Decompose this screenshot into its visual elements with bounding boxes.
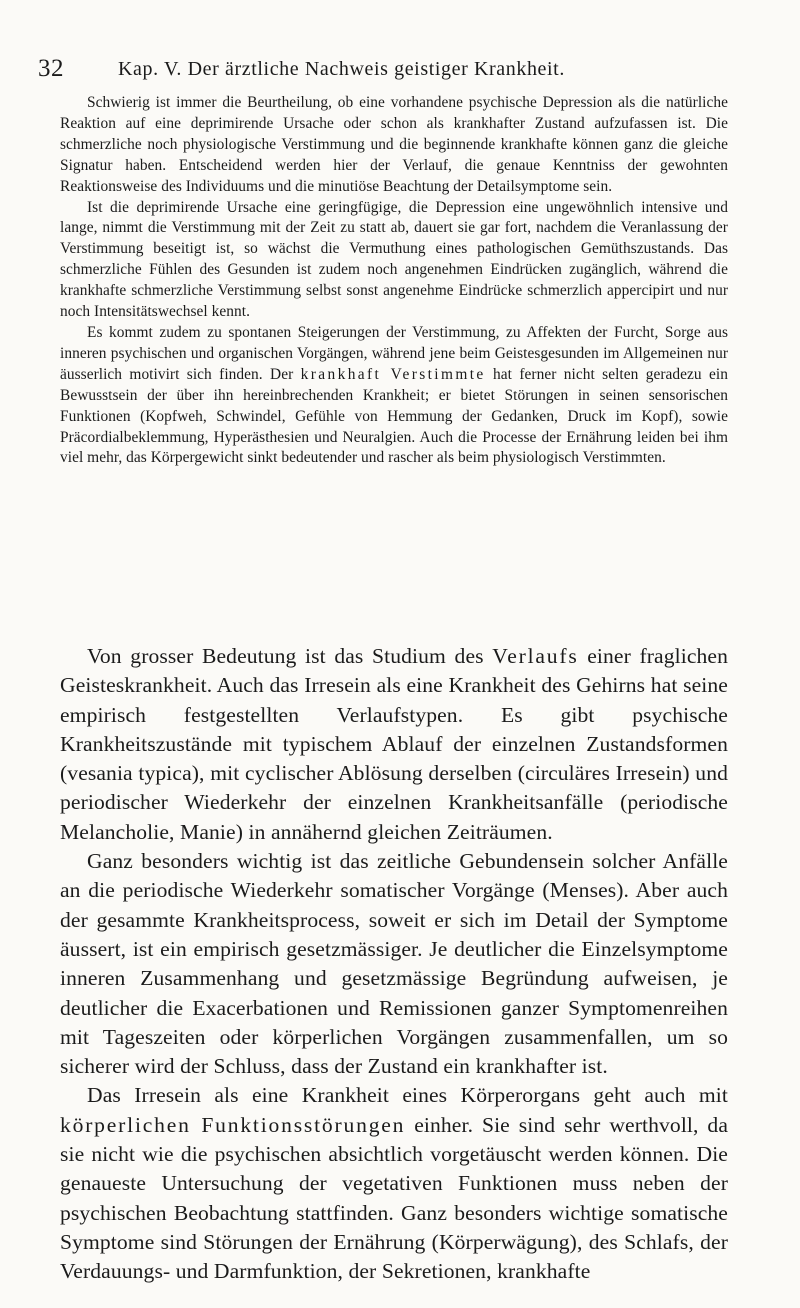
- paragraph: [60, 642, 728, 847]
- emphasized-text: krankhaft Verstimmte: [300, 365, 486, 383]
- small-print-section: [60, 93, 728, 469]
- paragraph-text: Es kommt zudem zu spontanen Steigerungen der Verstimmung, zu Affekten der Furcht, Sorge aus inneren psychischen und organischen Vorgängen, während jene beim Geistesgesunden im Allgemeinen nur äusserlich motivirt sich finden. Der: [60, 323, 728, 383]
- emphasized-text: körperlichen Funktionsstörungen: [60, 1112, 406, 1137]
- large-print-section: [60, 642, 728, 1287]
- running-head: Kap. V. Der ärztliche Nachweis geistiger Krankheit.: [118, 58, 565, 80]
- paragraph-text: Von grosser Bedeutung ist das Studium des: [87, 644, 493, 668]
- paragraph-text: Das Irresein als eine Krankheit eines Körperorgans geht auch mit: [87, 1083, 728, 1108]
- emphasized-text: Verlaufs: [492, 644, 579, 668]
- paragraph-text: einer fraglichen Geisteskrankheit. Auch das Irresein als eine Krankheit des Gehirns hat seine empirisch festgestellten Verlaufstypen. Es gibt psychische Krankheitszustände mit typischem Ablauf der einzelnen Zustandsformen (vesania typica), mit cyclischer Ablösung derselben (circuläres Irresein) und periodischer Wiederkehr der einzelnen Krankheitsanfälle (periodische Melancholie, Manie) in annähernd gleichen Zeiträumen.: [60, 644, 729, 844]
- page-header: [38, 54, 728, 84]
- page-number: 32: [38, 55, 64, 82]
- paragraph-text: hat ferner nicht selten geradezu ein Bewusstsein der über ihn hereinbrechenden Krankheit; er bietet Störungen in seinen sensorischen Funktionen (Kopfweh, Schwindel, Gefühle von Hemmung der Gedanken, Druck im Kopf), sowie Präcordialbeklemmung, Hyperästhesien und Neuralgien. Auch die Processe der Ernährung leiden bei ihm viel mehr, das Körpergewicht sinkt bedeutender und rascher als beim physiologisch Verstimmten.: [60, 365, 729, 467]
- paragraph: [60, 323, 728, 469]
- paragraph: Ist die deprimirende Ursache eine geringfügige, die Depression eine ungewöhnlich intensive und lange, nimmt die Verstimmung mit der Zeit zu statt ab, dauert sie gar fort, nachdem die Veranlassung der Verstimmung beseitigt ist, so wächst die Vermuthung eines pathologischen Gemüthszustands. Das schmerzliche Fühlen des Gesunden ist zudem noch angenehmen Eindrücken zugänglich, während die krankhafte schmerzliche Verstimmung selbst sonst angenehme Eindrücke schmerzlich appercipirt und nur noch Intensitätswechsel kennt.: [60, 198, 728, 321]
- paragraph-text: einher. Sie sind sehr werthvoll, da sie nicht wie die psychischen absichtlich vorgetäuscht werden können. Die genaueste Untersuchung der vegetativen Funktionen muss neben der psychischen Beobachtung stattfinden. Ganz besonders wichtige somatische Symptome sind Störungen der Ernährung (Körperwägung), des Schlafs, der Verdauungs- und Darmfunktion, der Sekretionen, krankhafte: [60, 1112, 729, 1284]
- paragraph: [60, 1081, 728, 1286]
- paragraph: Schwierig ist immer die Beurtheilung, ob eine vorhandene psychische Depression als die natürliche Reaktion auf eine deprimirende Ursache oder schon als krankhafter Zustand aufzufassen ist. Die schmerzliche noch physiologische Verstimmung und die beginnende krankhafte können ganz die gleiche Signatur haben. Entscheidend werden hier der Verlauf, die genaue Kenntniss der gewohnten Reaktionsweise des Individuums und die minutiöse Beachtung der Detailsymptome sein.: [60, 94, 728, 195]
- paragraph: Ganz besonders wichtig ist das zeitliche Gebundensein solcher Anfälle an die periodische Wiederkehr somatischer Vorgänge (Menses). Aber auch der gesammte Krankheitsprocess, soweit er sich im Detail der Symptome äussert, ist ein empirisch gesetzmässiger. Je deutlicher die Einzelsymptome inneren Zusammenhang und gesetzmässige Begründung aufweisen, je deutlicher die Exacerbationen und Remissionen ganzer Symptomenreihen mit Tageszeiten oder körperlichen Vorgängen zusammenfallen, um so sicherer wird der Schluss, dass der Zustand ein krankhafter ist.: [60, 849, 728, 1079]
